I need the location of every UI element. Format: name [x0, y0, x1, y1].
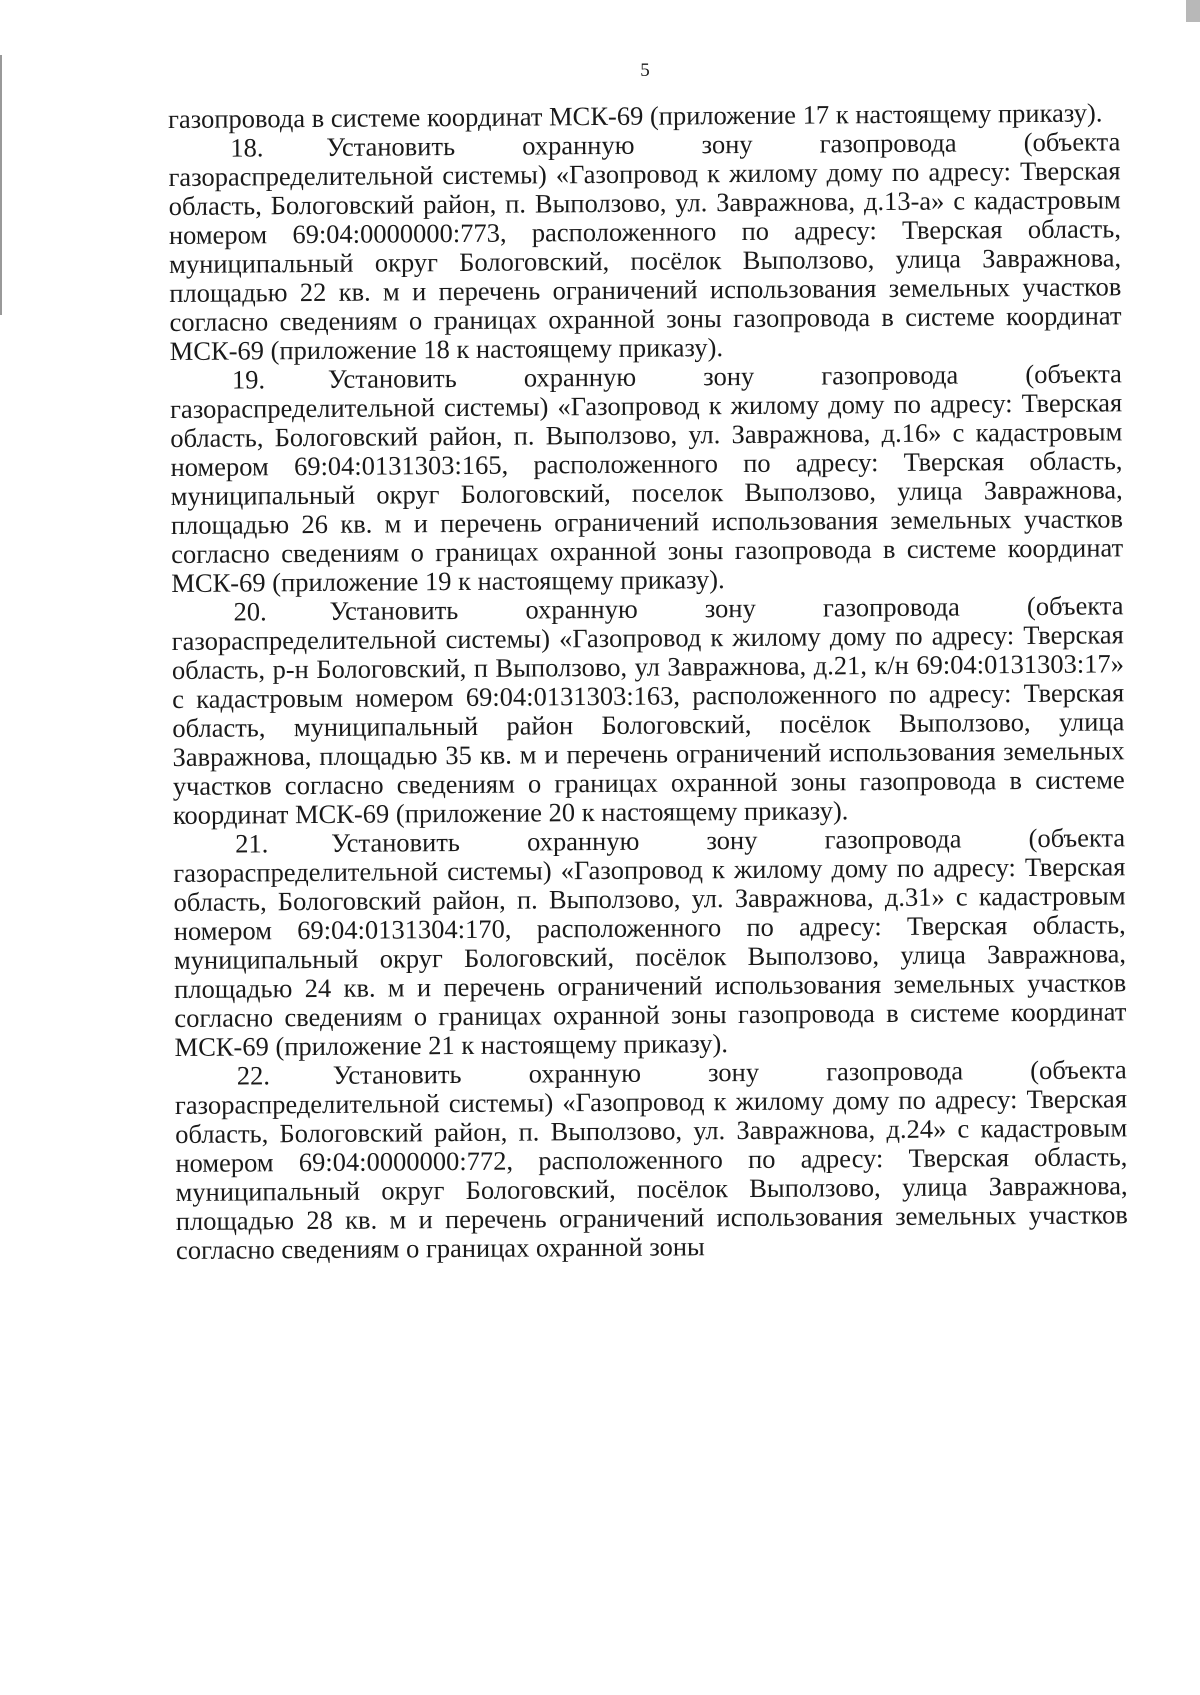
paragraph-number: 18. [230, 132, 264, 163]
paragraph-text: Установить охранную зону газопровода (объекта газораспределительной системы) «Газопровод к жилому дому по адресу: Тверская область, Бологовский район, п. Выползово, ул. Завражнова, д.13-а» с кадастровым номером 69:04:0000000:773, расположенного по адресу: Тверская область, муниципальный округ Бологовский, посёлок Выползово, улица Завражнова, площадью 22 кв. м и перечень ограничений использования земельных участков согласно сведениям о границах охранной зоны газопровода в системе координат МСК-69 (приложение 18 к настоящему приказу). [168, 126, 1122, 366]
document-body [168, 98, 1128, 1265]
page-number: 5 [640, 60, 650, 81]
paragraph-text: Установить охранную зону газопровода (объекта газораспределительной системы) «Газопровод к жилому дому по адресу: Тверская область, р-н Бологовский, п Выползово, ул Завражнова, д.21, к/н 69:04:0131303:17» с кадастровым номером 69:04:0131303:163, расположенного по адресу: Тверская область, муниципальный район Бологовский, посёлок Выползово, улица Завражнова, площадью 35 кв. м и перечень ограничений использования земельных участков согласно сведениям о границах охранной зоны газопровода в системе координат МСК-69 (приложение 20 к настоящему приказу). [171, 590, 1125, 830]
scan-corner-mark [1186, 0, 1200, 22]
paragraph-number: 22. [236, 1060, 271, 1091]
paragraph-text: Установить охранную зону газопровода (объекта газораспределительной системы) «Газопровод к жилому дому по адресу: Тверская область, Бологовский район, п. Выползово, ул. Завражнова, д.24» с кадастровым номером 69:04:0000000:772, расположенного по адресу: Тверская область, муниципальный округ Бологовский, посёлок Выползово, улица Завражнова, площадью 28 кв. м и перечень ограничений использования земельных участков согласно сведениям о границах охранной зоны [174, 1054, 1128, 1265]
paragraph-text: Установить охранную зону газопровода (объекта газораспределительной системы) «Газопровод к жилому дому по адресу: Тверская область, Бологовский район, п. Выползово, ул. Завражнова, д.31» с кадастровым номером 69:04:0131304:170, расположенного по адресу: Тверская область, муниципальный округ Бологовский, посёлок Выползово, улица Завражнова, площадью 24 кв. м и перечень ограничений использования земельных участков согласно сведениям о границах охранной зоны газопровода в системе координат МСК-69 (приложение 21 к настоящему приказу). [173, 822, 1127, 1062]
paragraph-number: 20. [233, 596, 267, 627]
paragraph-text: газопровода в системе координат МСК-69 (приложение 17 к настоящему приказу). [167, 97, 1103, 134]
paragraph-text: Установить охранную зону газопровода (объекта газораспределительной системы) «Газопровод к жилому дому по адресу: Тверская область, Бологовский район, п. Выползово, ул. Завражнова, д.16» с кадастровым номером 69:04:0131303:165, расположенного по адресу: Тверская область, муниципальный округ Бологовский, поселок Выползово, улица Завражнова, площадью 26 кв. м и перечень ограничений использования земельных участков согласно сведениям о границах охранной зоны газопровода в системе координат МСК-69 (приложение 19 к настоящему приказу). [170, 358, 1124, 598]
paragraph-20 [171, 591, 1125, 830]
paragraph-number: 21. [235, 828, 269, 859]
paragraph-19 [170, 359, 1124, 598]
paragraph-21 [173, 823, 1127, 1062]
scan-edge-mark [0, 55, 2, 315]
paragraph-22 [175, 1055, 1128, 1265]
paragraph-18 [168, 127, 1122, 366]
paragraph-number: 19. [231, 364, 266, 395]
